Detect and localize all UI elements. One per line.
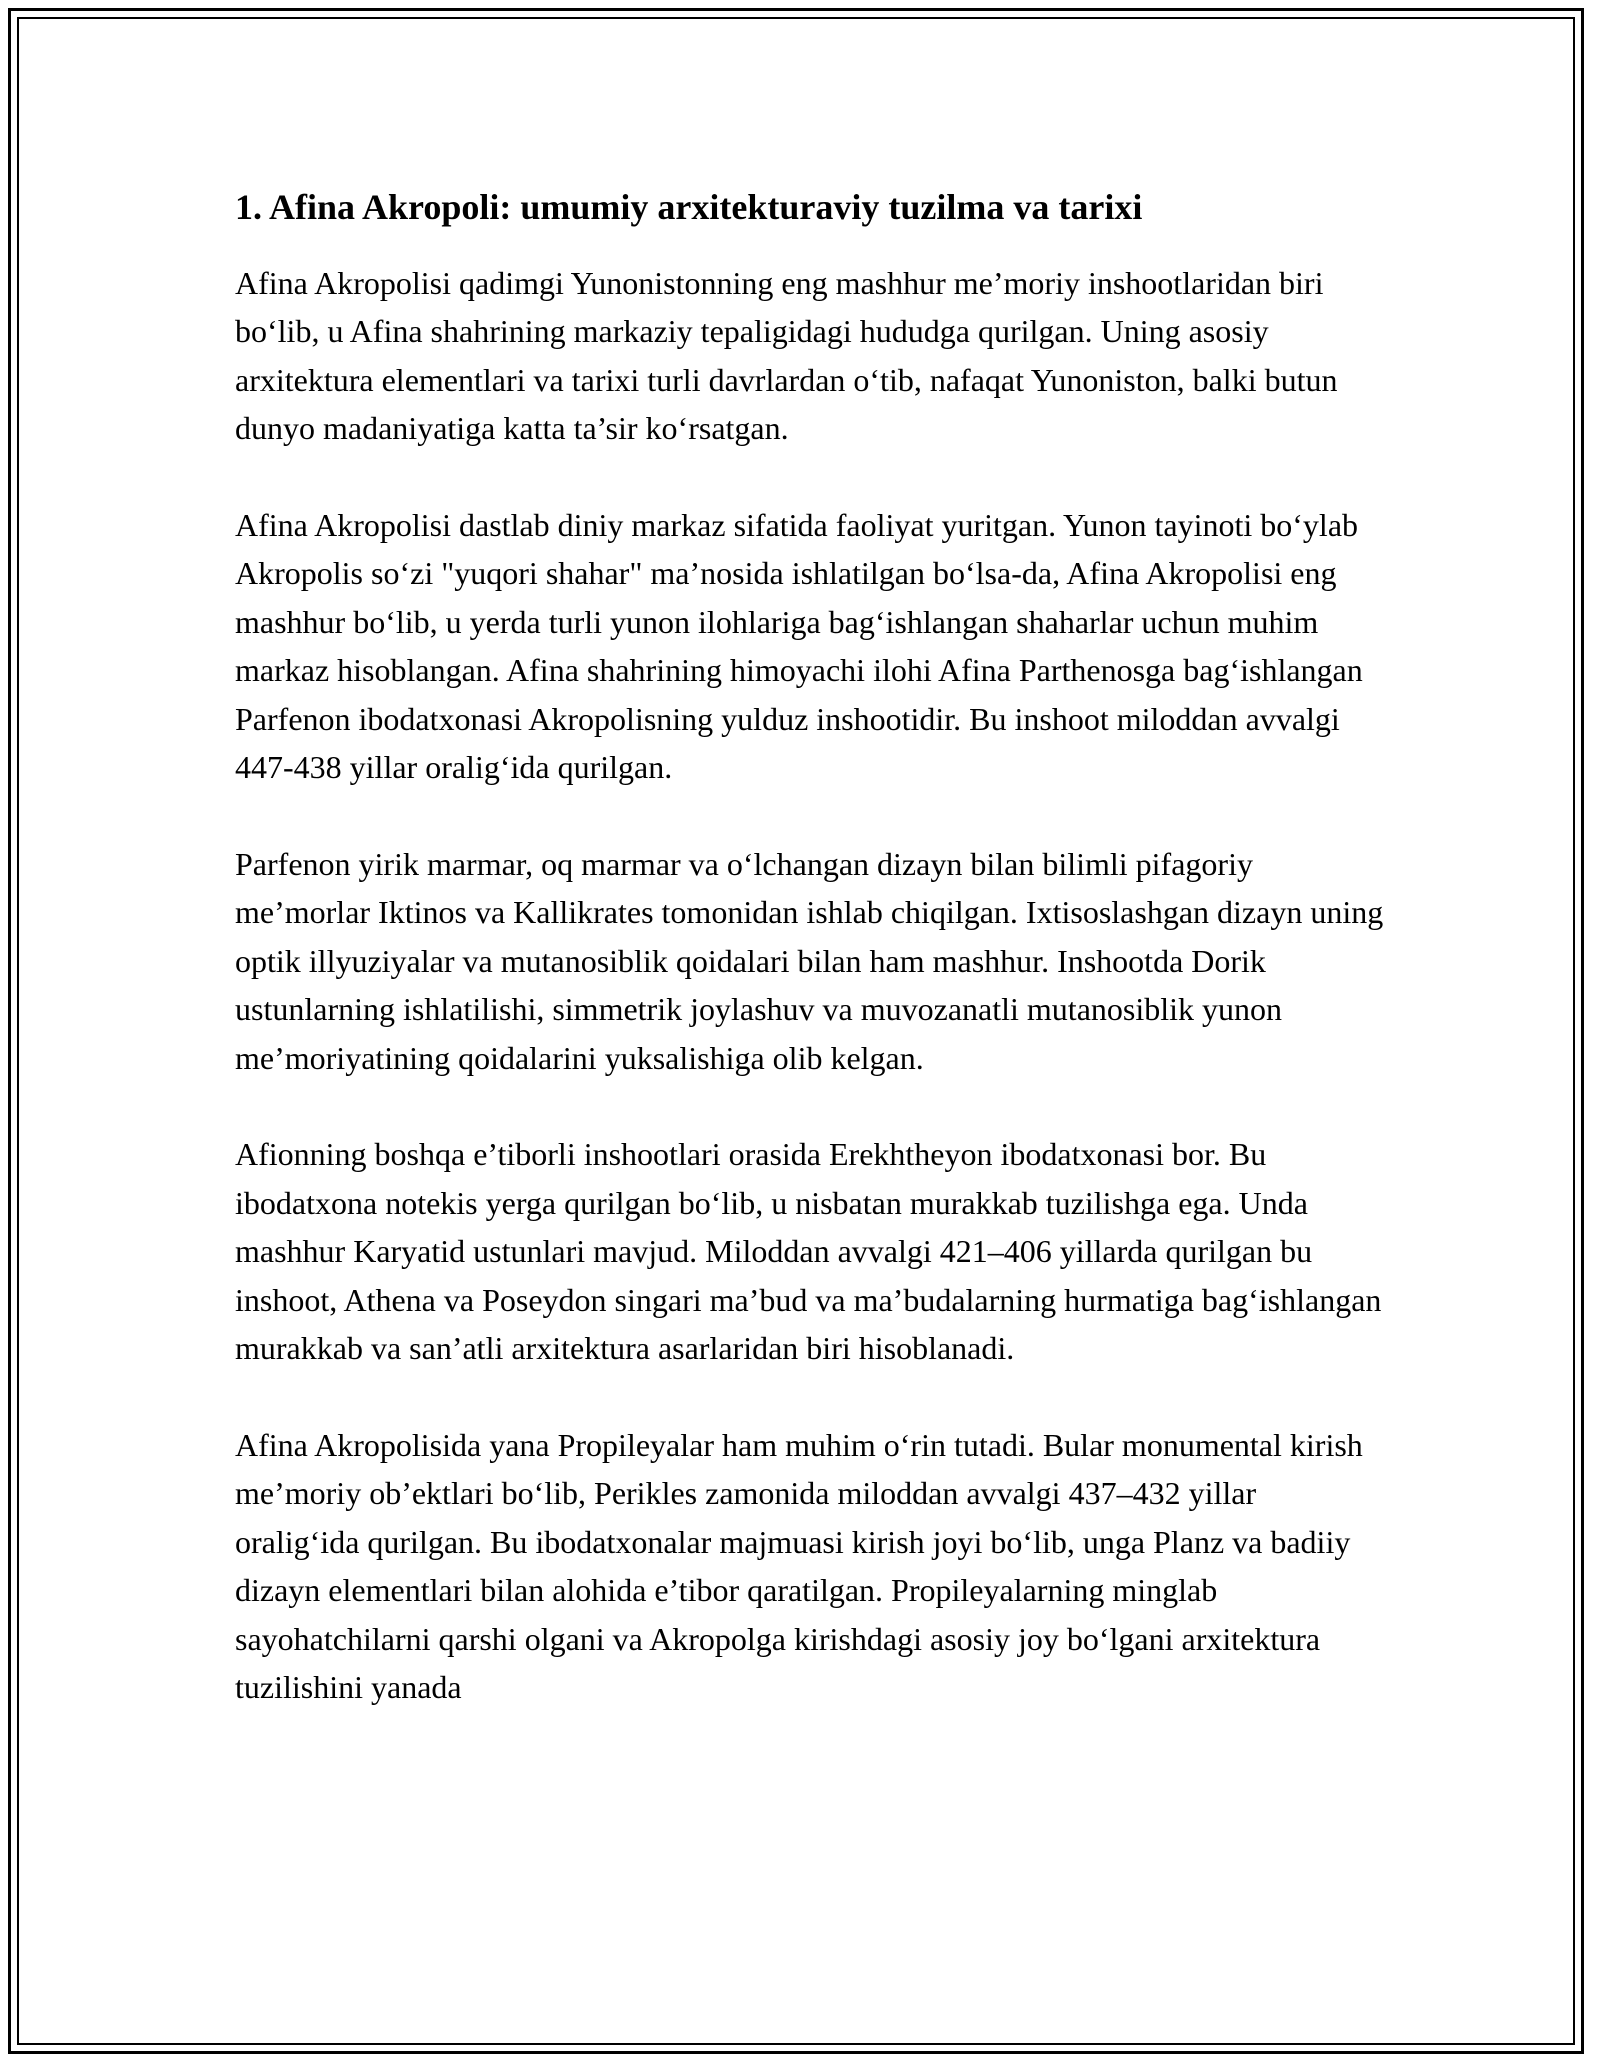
paragraph-propylaea: Afina Akropolisida yana Propileyalar ham muhim o‘rin tutadi. Bular monumental kirish me’moriy ob’ektlari bo‘lib, Perikles zamonida miloddan avvalgi 437–432 yillar oralig‘ida qurilgan. Bu ibodatxonalar majmuasi kirish joyi bo‘lib, unga Planz va badiiy dizayn elementlari bilan alohida e’tibor qaratilgan. Propileyalarning minglab sayohatchilarni qarshi olgani va Akropolga kirishdagi asosiy joy bo‘lgani arxitektura tuzilishini yanada — [235, 1426, 1363, 1706]
paragraph-parthenon-design: Parfenon yirik marmar, oq marmar va o‘lchangan dizayn bilan bilimli pifagoriy me’morlar Iktinos va Kallikrates tomonidan ishlab chiqilgan. Ixtisoslashgan dizayn uning optik illyuziyalar va mutanosiblik qoidalari bilan ham mashhur. Inshootda Dorik ustunlarning ishlatilishi, simmetrik joylashuv va muvozanatli mutanosiblik yunon me’moriyatining qoidalarini yuksalishiga olib kelgan. — [235, 845, 1384, 1076]
paragraph-erechtheion: Afionning boshqa e’tiborli inshootlari orasida Erekhtheyon ibodatxonasi bor. Bu ibodatxona notekis yerga qurilgan bo‘lib, u nisbatan murakkab tuzilishga ega. Unda mashhur Karyatid ustunlari mavjud. Miloddan avvalgi 421–406 yillarda qurilgan bu inshoot, Athena va Poseydon singari ma’bud va ma’budalarning hurmatiga bag‘ishlangan murakkab va san’atli arxitektura asarlaridan biri hisoblanadi. — [235, 1136, 1382, 1367]
section-heading: 1. Afina Akropoli: umumiy arxitekturaviy tuzilma va tarixi — [235, 187, 1143, 227]
paragraph-intro: Afina Akropolisi qadimgi Yunonistonning eng mashhur me’moriy inshootlaridan biri bo‘lib, u Afina shahrining markaziy tepaligidagi hududga qurilgan. Uning asosiy arxitektura elementlari va tarixi turli davrlardan o‘tib, nafaqat Yunoniston, balki butun dunyo madaniyatiga katta ta’sir ko‘rsatgan. — [235, 264, 1338, 447]
document-body — [235, 184, 1385, 1712]
paragraph-religious-center: Afina Akropolisi dastlab diniy markaz sifatida faoliyat yuritgan. Yunon tayinoti bo‘ylab Akropolis so‘zi "yuqori shahar" ma’nosida ishlatilgan bo‘lsa-da, Afina Akropolisi eng mashhur bo‘lib, u yerda turli yunon ilohlariga bag‘ishlangan shaharlar uchun muhim markaz hisoblangan. Afina shahrining himoyachi ilohi Afina Parthenosga bag‘ishlangan Parfenon ibodatxonasi Akropolisning yulduz inshootidir. Bu inshoot miloddan avvalgi 447-438 yillar oralig‘ida qurilgan. — [235, 506, 1363, 786]
